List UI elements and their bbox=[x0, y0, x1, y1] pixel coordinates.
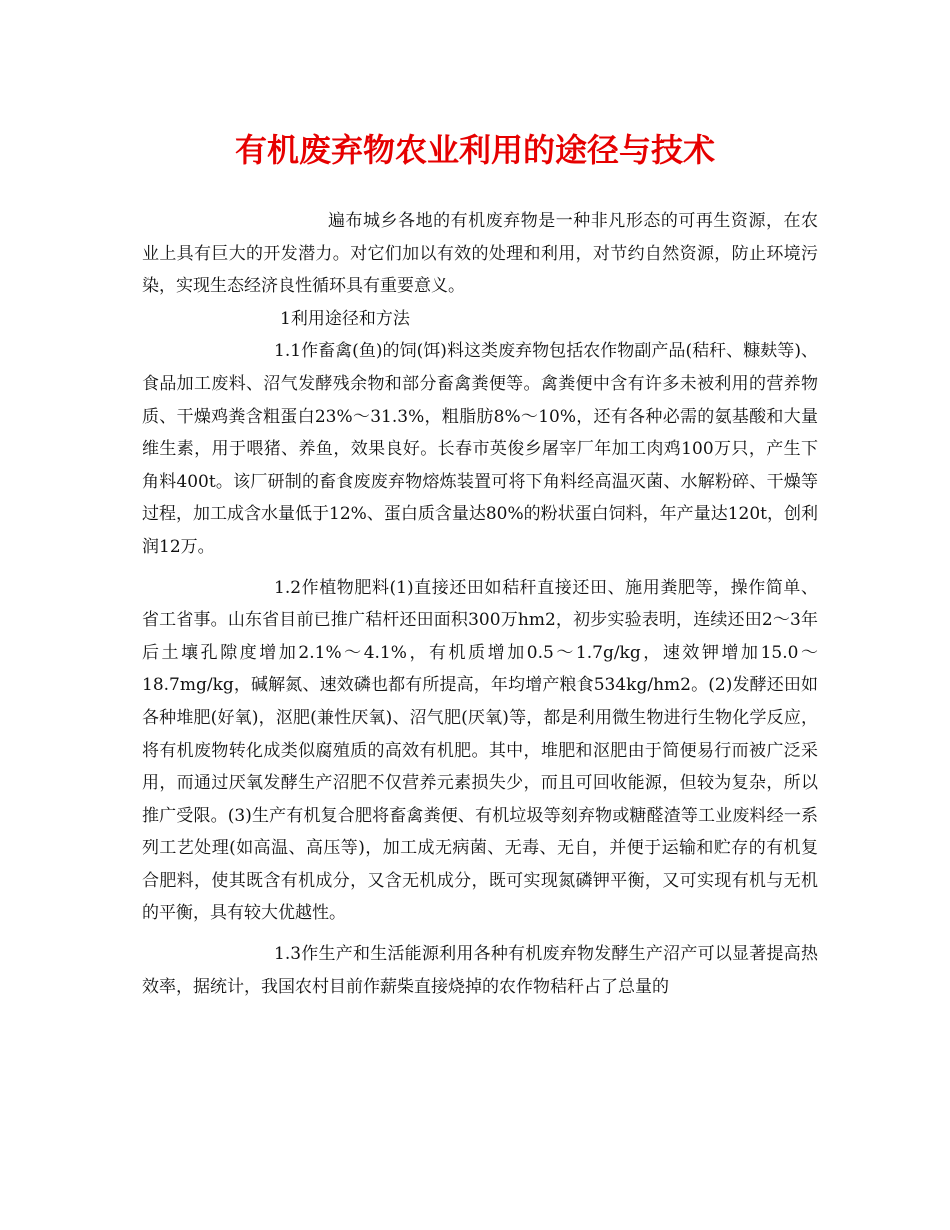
document-title: 有机废弃物农业利用的途径与技术 bbox=[234, 131, 715, 169]
intro-paragraph: 遍布城乡各地的有机废弃物是一种非凡形态的可再生资源，在农业上具有巨大的开发潜力。对它们加以有效的处理和利用，对节约自然资源，防止环境污染，实现生态经济良性循环具有重要意义。 bbox=[142, 211, 818, 297]
subsection-1-2-paragraph: 1.2作植物肥料(1)直接还田如秸秆直接还田、施用粪肥等，操作简单、省工省事。山东省目前已推广秸杆还田面积300万hm2，初步实验表明，连续还田2～3年后土壤孔隙度增加2.1%～4.1%，有机质增加0.5～1.7g/kg，速效钾增加15.0～18.7mg/kg，碱解氮、速效磷也都有所提高，年均增产粮食534kg/hm2。(2)发酵还田如各种堆肥(好氧)，沤肥(兼性厌氧)、沼气肥(厌氧)等，都是利用微生物进行生物化学反应，将有机废物转化成类似腐殖质的高效有机肥。其中，堆肥和沤肥由于简便易行而被广泛采用，而通过厌氧发酵生产沼肥不仅营养元素损失少，而且可回收能源，但较为复杂，所以推广受限。(3)生产有机复合肥将畜禽粪便、有机垃圾等刻弃物或糖醛渣等工业废料经一系列工艺处理(如高温、高压等)，加工成无病菌、无毒、无自，并便于运输和贮存的有机复合肥料，使其既含有机成分，又含无机成分，既可实现氮磷钾平衡，又可实现有机与无机的平衡，具有较大优越性。 bbox=[142, 577, 818, 924]
document-body bbox=[142, 205, 818, 1003]
section-heading: 1利用途径和方法 bbox=[280, 308, 410, 329]
subsection-1-3-paragraph: 1.3作生产和生活能源利用各种有机废弃物发酵生产沼产可以显著提高热效率，据统计，我国农村目前作薪柴直接烧掉的农作物秸秆占了总量的 bbox=[142, 944, 818, 997]
subsection-1-1-paragraph: 1.1作畜禽(鱼)的饲(饵)料这类废弃物包括农作物副产品(秸秆、糠麸等)、食品加工废料、沼气发酵残余物和部分畜禽粪便等。禽粪便中含有许多未被利用的营养物质、干燥鸡粪含粗蛋白23%～31.3%，粗脂肪8%～10%，还有各种必需的氨基酸和大量维生素，用于喂猪、养鱼，效果良好。长春市英俊乡屠宰厂年加工肉鸡100万只，产生下角料400t。该厂研制的畜食废废弃物熔炼装置可将下角料经高温灭菌、水解粉碎、干燥等过程，加工成含水量低于12%、蛋白质含量达80%的粉状蛋白饲料，年产量达120t，创利润12万。 bbox=[142, 341, 818, 557]
